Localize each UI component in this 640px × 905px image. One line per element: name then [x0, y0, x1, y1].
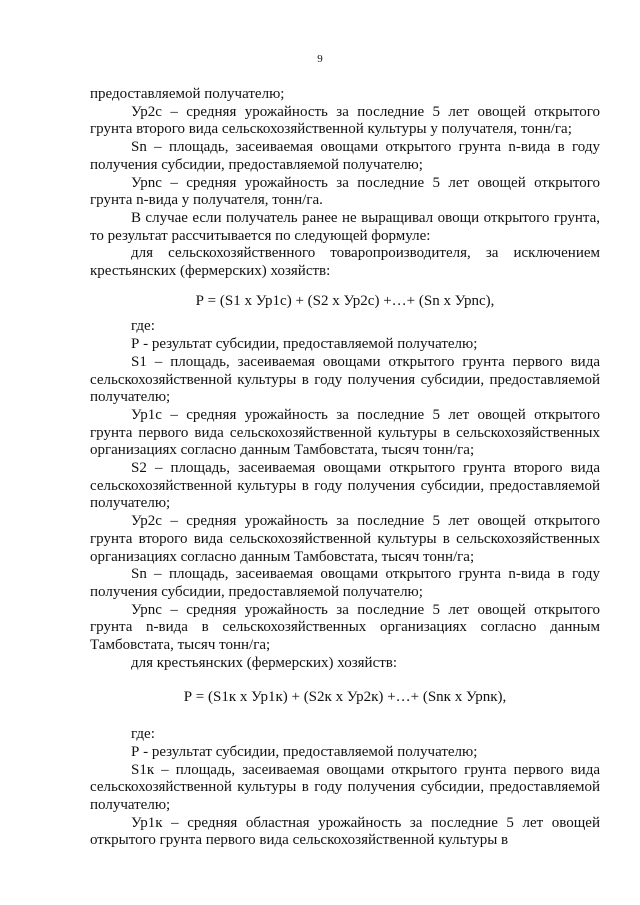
- paragraph: для сельскохозяйственного товаропроизводителя, за исключением крестьянских (фермерских) хозяйств:: [90, 245, 600, 280]
- paragraph: Sn – площадь, засеиваемая овощами открытого грунта n-вида в году получения субсидии, предоставляемой получателю;: [90, 139, 600, 173]
- formula: Р = (S1к x Ур1к) + (S2к x Ур2к) +…+ (Snк x Урnк),: [183, 688, 507, 705]
- paragraph: Ур1к – средняя областная урожайность за последние 5 лет овощей открытого грунта первого вида сельскохозяйственной культуры в: [90, 814, 600, 849]
- paragraph: Ур1с – средняя урожайность за последние 5 лет овощей открытого грунта первого вида сельскохозяйственной культуры в сельскохозяйственных организациях согласно данным Тамбовстата, тысяч тонн/га;: [90, 406, 600, 459]
- paragraph: для крестьянских (фермерских) хозяйств:: [131, 654, 398, 671]
- paragraph: Урnс – средняя урожайность за последние 5 лет овощей открытого грунта n-вида у получателя, тонн/га.: [90, 174, 600, 209]
- paragraph: Ур2с – средняя урожайность за последние 5 лет овощей открытого грунта второго вида сельскохозяйственной культуры у получателя, тонн/га;: [90, 103, 600, 138]
- document-body: [90, 86, 600, 850]
- page-number: 9: [317, 53, 323, 65]
- paragraph: предоставляемой получателю;: [90, 86, 285, 102]
- paragraph: S1 – площадь, засеиваемая овощами открытого грунта первого вида сельскохозяйственной культуры в году получения субсидии, предоставляемой получателю;: [90, 353, 600, 406]
- paragraph: где:: [131, 318, 155, 335]
- paragraph: S2 – площадь, засеиваемая овощами открытого грунта второго вида сельскохозяйственной культуры в году получения субсидии, предоставляемой получателю;: [90, 460, 600, 512]
- paragraph: В случае если получатель ранее не выращивал овощи открытого грунта, то результат рассчитывается по следующей формуле:: [90, 209, 600, 244]
- paragraph: Sn – площадь, засеиваемая овощами открытого грунта n-вида в году получения субсидии, предоставляемой получателю;: [90, 566, 600, 600]
- paragraph: Р - результат субсидии, предоставляемой получателю;: [131, 336, 478, 353]
- paragraph: Ур2с – средняя урожайность за последние 5 лет овощей открытого грунта второго вида сельскохозяйственной культуры в сельскохозяйственных организациях согласно данным Тамбовстата, тысяч тонн/га;: [90, 513, 600, 565]
- paragraph: Урnс – средняя урожайность за последние 5 лет овощей открытого грунта n-вида в сельскохозяйственных организациях согласно данным Тамбовстата, тысяч тонн/га;: [90, 601, 600, 654]
- paragraph: Р - результат субсидии, предоставляемой получателю;: [131, 743, 478, 760]
- paragraph: где:: [131, 726, 155, 743]
- formula: Р = (S1 x Ур1с) + (S2 x Ур2с) +…+ (Sn x Урnс),: [195, 292, 495, 309]
- paragraph: S1к – площадь, засеиваемая овощами открытого грунта первого вида сельскохозяйственной культуры в году получения субсидии, предоставляемой получателю;: [90, 761, 600, 814]
